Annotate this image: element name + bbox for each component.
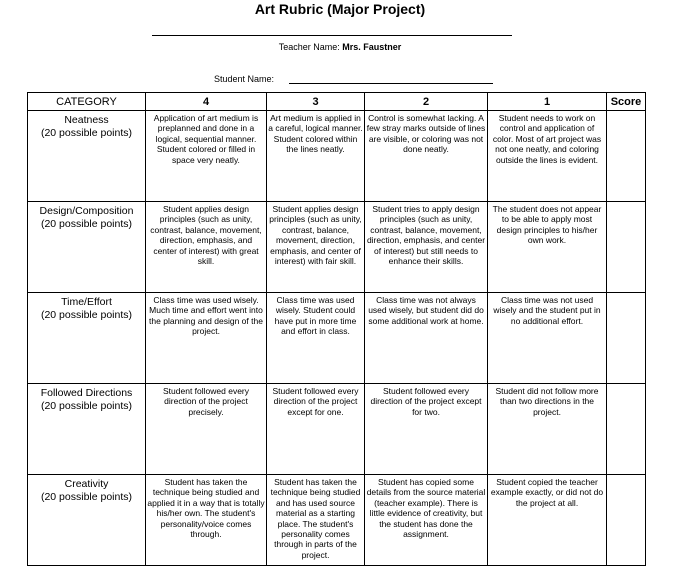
category-name: Neatness <box>64 114 109 126</box>
category-points: (20 possible points) <box>40 218 133 230</box>
header-score: Score <box>607 93 646 111</box>
criteria-level-4: Student applies design principles (such as unity, contrast, balance, movement, direction, emphasis, and center of interest) with great skill. <box>146 202 267 293</box>
category-cell <box>28 384 146 475</box>
category-name: Creativity <box>64 478 109 490</box>
score-cell[interactable] <box>607 475 646 566</box>
header-level-4: 4 <box>146 93 267 111</box>
criteria-level-3: Class time was used wisely. Student could have put in more time and effort in class. <box>267 293 365 384</box>
student-name-label: Student Name: <box>214 74 275 84</box>
category-cell <box>28 202 146 293</box>
title-divider <box>152 35 512 36</box>
criteria-level-2: Student followed every direction of the project except for two. <box>365 384 488 475</box>
table-row <box>28 384 646 475</box>
category-cell <box>28 475 146 566</box>
criteria-level-2: Student tries to apply design principles (such as unity, contrast, balance, movement, direction, emphasis, and center of interest) but still needs to enhance their skills. <box>365 202 488 293</box>
criteria-level-1: Student did not follow more than two directions in the project. <box>488 384 607 475</box>
teacher-name-value: Mrs. Faustner <box>342 42 402 52</box>
category-points: (20 possible points) <box>40 400 133 412</box>
category-points: (20 possible points) <box>40 491 133 503</box>
header-row <box>28 93 646 111</box>
table-row <box>28 475 646 566</box>
criteria-level-1: Student copied the teacher example exactly, or did not do the project at all. <box>488 475 607 566</box>
table-row <box>28 202 646 293</box>
score-cell[interactable] <box>607 202 646 293</box>
header-level-2: 2 <box>365 93 488 111</box>
category-name: Design/Composition <box>39 205 134 217</box>
criteria-level-4: Student followed every direction of the project precisely. <box>146 384 267 475</box>
criteria-level-1: Student needs to work on control and application of color. Most of art project was not one neatly, and coloring outside the lines is evident. <box>488 111 607 202</box>
criteria-level-2: Student has copied some details from the source material (teacher example). There is little evidence of creativity, but the student has done the assignment. <box>365 475 488 566</box>
criteria-level-3: Student applies design principles (such as unity, contrast, balance, movement, direction, emphasis, and center of interest) with fair skill. <box>267 202 365 293</box>
category-cell <box>28 111 146 202</box>
criteria-level-2: Class time was not always used wisely, but student did do some additional work at home. <box>365 293 488 384</box>
criteria-level-3: Student has taken the technique being studied and has used source material as a starting place. The student's personality comes through in parts of the project. <box>267 475 365 566</box>
criteria-level-3: Art medium is applied in a careful, logical manner. Student colored within the lines neatly. <box>267 111 365 202</box>
criteria-level-4: Student has taken the technique being studied and applied it in a way that is totally his/her own. The student's personality/voice comes through. <box>146 475 267 566</box>
student-name-blank[interactable] <box>289 83 493 84</box>
table-row <box>28 293 646 384</box>
rubric-table <box>27 92 646 566</box>
header-level-1: 1 <box>488 93 607 111</box>
criteria-level-4: Application of art medium is preplanned and done in a logical, sequential manner. Student colored or filled in space very neatly. <box>146 111 267 202</box>
criteria-level-2: Control is somewhat lacking. A few stray marks outside of lines are visible, or coloring was not done neatly. <box>365 111 488 202</box>
score-cell[interactable] <box>607 384 646 475</box>
score-cell[interactable] <box>607 293 646 384</box>
category-cell <box>28 293 146 384</box>
table-row <box>28 111 646 202</box>
teacher-name-line <box>0 42 680 52</box>
criteria-level-1: The student does not appear to be able to apply most design principles to his/her own work. <box>488 202 607 293</box>
criteria-level-4: Class time was used wisely. Much time and effort went into the planning and design of the project. <box>146 293 267 384</box>
category-points: (20 possible points) <box>40 309 133 321</box>
category-points: (20 possible points) <box>40 127 133 139</box>
criteria-level-1: Class time was not used wisely and the student put in no additional effort. <box>488 293 607 384</box>
criteria-level-3: Student followed every direction of the project except for one. <box>267 384 365 475</box>
category-name: Followed Directions <box>40 387 133 399</box>
document-title: Art Rubric (Major Project) <box>254 1 426 17</box>
score-cell[interactable] <box>607 111 646 202</box>
category-name: Time/Effort <box>61 296 112 308</box>
teacher-name-label: Teacher Name: <box>278 42 340 52</box>
header-category: CATEGORY <box>28 93 146 111</box>
header-level-3: 3 <box>267 93 365 111</box>
